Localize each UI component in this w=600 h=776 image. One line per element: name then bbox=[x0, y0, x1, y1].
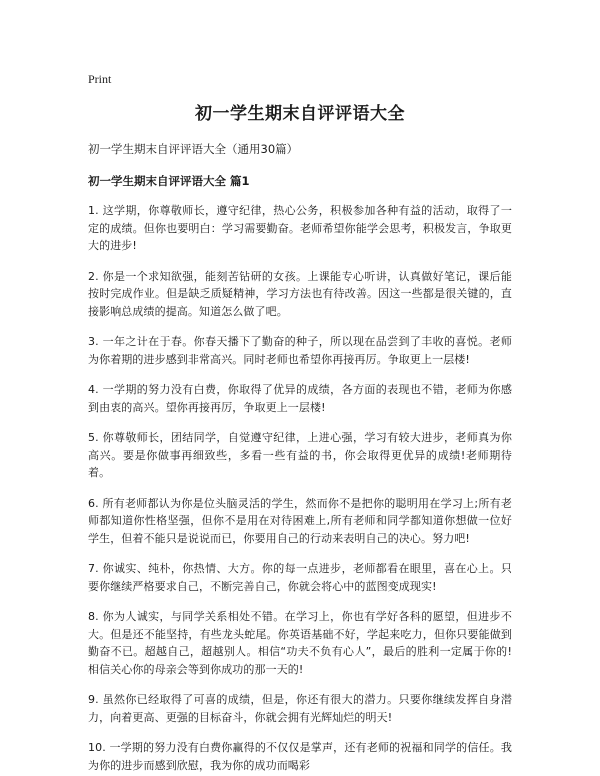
paragraph: 4. 一学期的努力没有白费，你取得了优异的成绩，各方面的表现也不错，老师为你感到由衷的高兴。望你再接再厉，争取更上一层楼! bbox=[88, 383, 512, 414]
paragraph: 7. 你诚实、纯朴，你热情、大方。你的每一点进步，老师都看在眼里，喜在心上。只要你继续严格要求自己，不断完善自己，你就会将心中的蓝图变成现实! bbox=[88, 562, 512, 593]
document-subtitle: 初一学生期末自评评语大全（通用30篇） bbox=[88, 142, 299, 156]
section-heading: 初一学生期末自评评语大全 篇1 bbox=[88, 174, 250, 188]
print-link[interactable]: Print bbox=[88, 72, 112, 86]
paragraph: 6. 所有老师都认为你是位头脑灵活的学生，然而你不是把你的聪明用在学习上;所有老师都知道你性格坚强，但你不是用在对待困难上,所有老师和同学都知道你想做一位好学生，但着不能只是说说而已，你要用自己的行动来表明自己的决心。努力吧! bbox=[88, 496, 512, 545]
paragraph: 10. 一学期的努力没有白费你赢得的不仅仅是掌声，还有老师的祝福和同学的信任。我为你的进步而感到欣慰，我为你的成功而喝彩 bbox=[88, 741, 512, 772]
paragraph: 5. 你尊敬师长，团结同学，自觉遵守纪律，上进心强，学习有较大进步，老师真为你高兴。要是你做事再细致些，多看一些有益的书，你会取得更优异的成绩!老师期待着。 bbox=[88, 431, 512, 479]
page-title: 初一学生期末自评评语大全 bbox=[195, 104, 405, 124]
paragraph-list bbox=[88, 202, 512, 774]
paragraph: 8. 你为人诚实，与同学关系相处不错。在学习上，你也有学好各科的愿望，但进步不大。但是还不能坚持，有些龙头蛇尾。你英语基础不好，学起来吃力，但你只要能做到勤奋不已。超越自己，超越别人。相信“功夫不负有心人”，最后的胜利一定属于你的!相信关心你的母亲会等到你成功的那一天的! bbox=[88, 610, 512, 676]
paragraph: 2. 你是一个求知欲强，能刻苦钻研的女孩。上课能专心听讲，认真做好笔记，课后能按时完成作业。但是缺乏质疑精神，学习方法也有待改善。因这一些都是很关键的，直接影响总成绩的提高。知道怎么做了吧。 bbox=[88, 269, 512, 318]
paragraph: 1. 这学期，你尊敬师长，遵守纪律，热心公务，积极参加各种有益的活动，取得了一定的成绩。但你也要明白：学习需要勤奋。老师希望你能学会思考，积极发言，争取更大的进步! bbox=[88, 204, 512, 252]
paragraph: 3. 一年之计在于春。你春天播下了勤奋的种子，所以现在品尝到了丰收的喜悦。老师为你着期的进步感到非常高兴。同时老师也希望你再接再厉。争取更上一层楼! bbox=[88, 335, 512, 366]
paragraph: 9. 虽然你已经取得了可喜的成绩，但是，你还有很大的潜力。只要你继续发挥自身潜力，向着更高、更强的目标奋斗，你就会拥有光辉灿烂的明天! bbox=[88, 693, 512, 724]
